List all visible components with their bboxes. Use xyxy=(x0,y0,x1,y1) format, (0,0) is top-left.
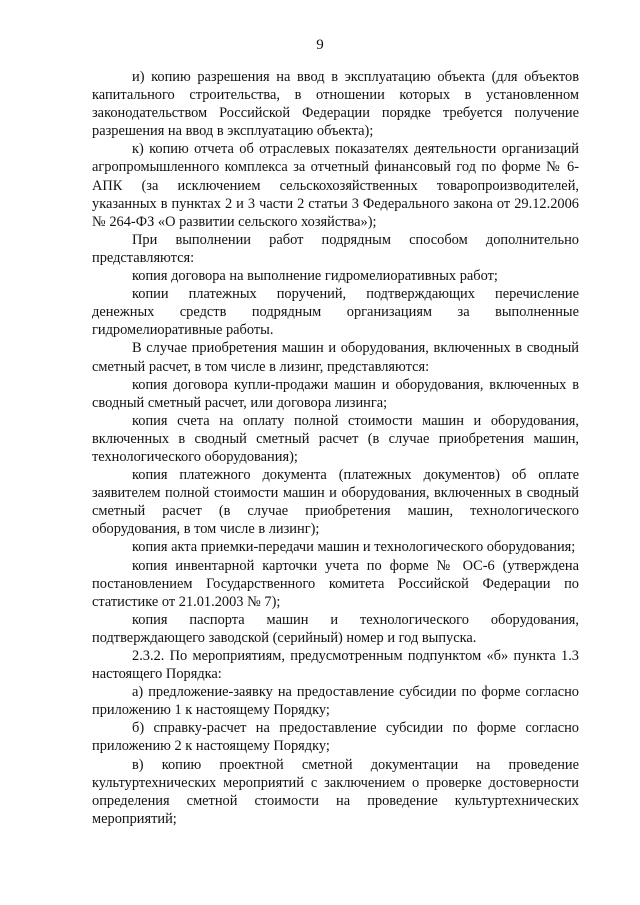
paragraph-item-a: а) предложение-заявку на предоставление субсидии по форме согласно приложению 1 к настоящему Порядку; xyxy=(92,684,579,719)
paragraph-invoice-copy: копия счета на оплату полной стоимости машин и оборудования, включенных в сводный сметный расчет (в случае приобретения машин, технологического оборудования); xyxy=(92,412,579,465)
paragraph-contract-copy: копия договора на выполнение гидромелиоративных работ; xyxy=(132,268,498,285)
paragraph-item-b: б) справку-расчет на предоставление субсидии по форме согласно приложению 2 к настоящему Порядку; xyxy=(92,720,579,755)
page-number: 9 xyxy=(316,37,324,53)
document-body xyxy=(92,68,579,828)
paragraph-contractor-intro: При выполнении работ подрядным способом дополнительно представляются: xyxy=(92,231,579,266)
paragraph-passport-copy: копия паспорта машин и технологического оборудования, подтверждающего заводской (серийный) номер и год выпуска. xyxy=(92,611,579,646)
paragraph-item-k: к) копию отчета об отраслевых показателях деятельности организаций агропромышленного комплекса за отчетный финансовый год по форме № 6-АПК (за исключением сельскохозяйственных товаропроизводителей, указанных в пунктах 2 и 3 части 2 статьи 3 Федерального закона от 29.12.2006 № 264-ФЗ «О развитии сельского хозяйства»); xyxy=(92,141,579,230)
paragraph-sale-contract: копия договора купли-продажи машин и оборудования, включенных в сводный сметный расчет, или договора лизинга; xyxy=(92,376,579,411)
paragraph-machinery-intro: В случае приобретения машин и оборудования, включенных в сводный сметный расчет, в том числе в лизинг, представляются: xyxy=(92,340,579,375)
paragraph-acceptance-act: копия акта приемки-передачи машин и технологического оборудования; xyxy=(132,539,576,556)
paragraph-inventory-card: копия инвентарной карточки учета по форме № ОС-6 (утверждена постановлением Государственного комитета Российской Федерации по статистике от 21.01.2003 № 7); xyxy=(92,557,579,610)
paragraph-payment-orders: копии платежных поручений, подтверждающих перечисление денежных средств подрядным организациям за выполненные гидромелиоративные работы. xyxy=(92,286,579,339)
paragraph-section-2-3-2: 2.3.2. По мероприятиям, предусмотренным подпунктом «б» пункта 1.3 настоящего Порядка: xyxy=(92,648,579,683)
paragraph-payment-document: копия платежного документа (платежных документов) об оплате заявителем полной стоимости машин и оборудования, включенных в сводный сметный расчет (в случае приобретения машин, технологического оборудования, в том числе в лизинг); xyxy=(92,467,579,538)
paragraph-item-v: в) копию проектной сметной документации на проведение культуртехнических мероприятий с заключением о проверке достоверности определения сметной стоимости на проведение культуртехнических мероприятий; xyxy=(92,756,579,827)
paragraph-item-i: и) копию разрешения на ввод в эксплуатацию объекта (для объектов капитального строительства, в отношении которых в установленном законодательством Российской Федерации порядке требуется получение разрешения на ввод в эксплуатацию объекта); xyxy=(92,69,579,140)
